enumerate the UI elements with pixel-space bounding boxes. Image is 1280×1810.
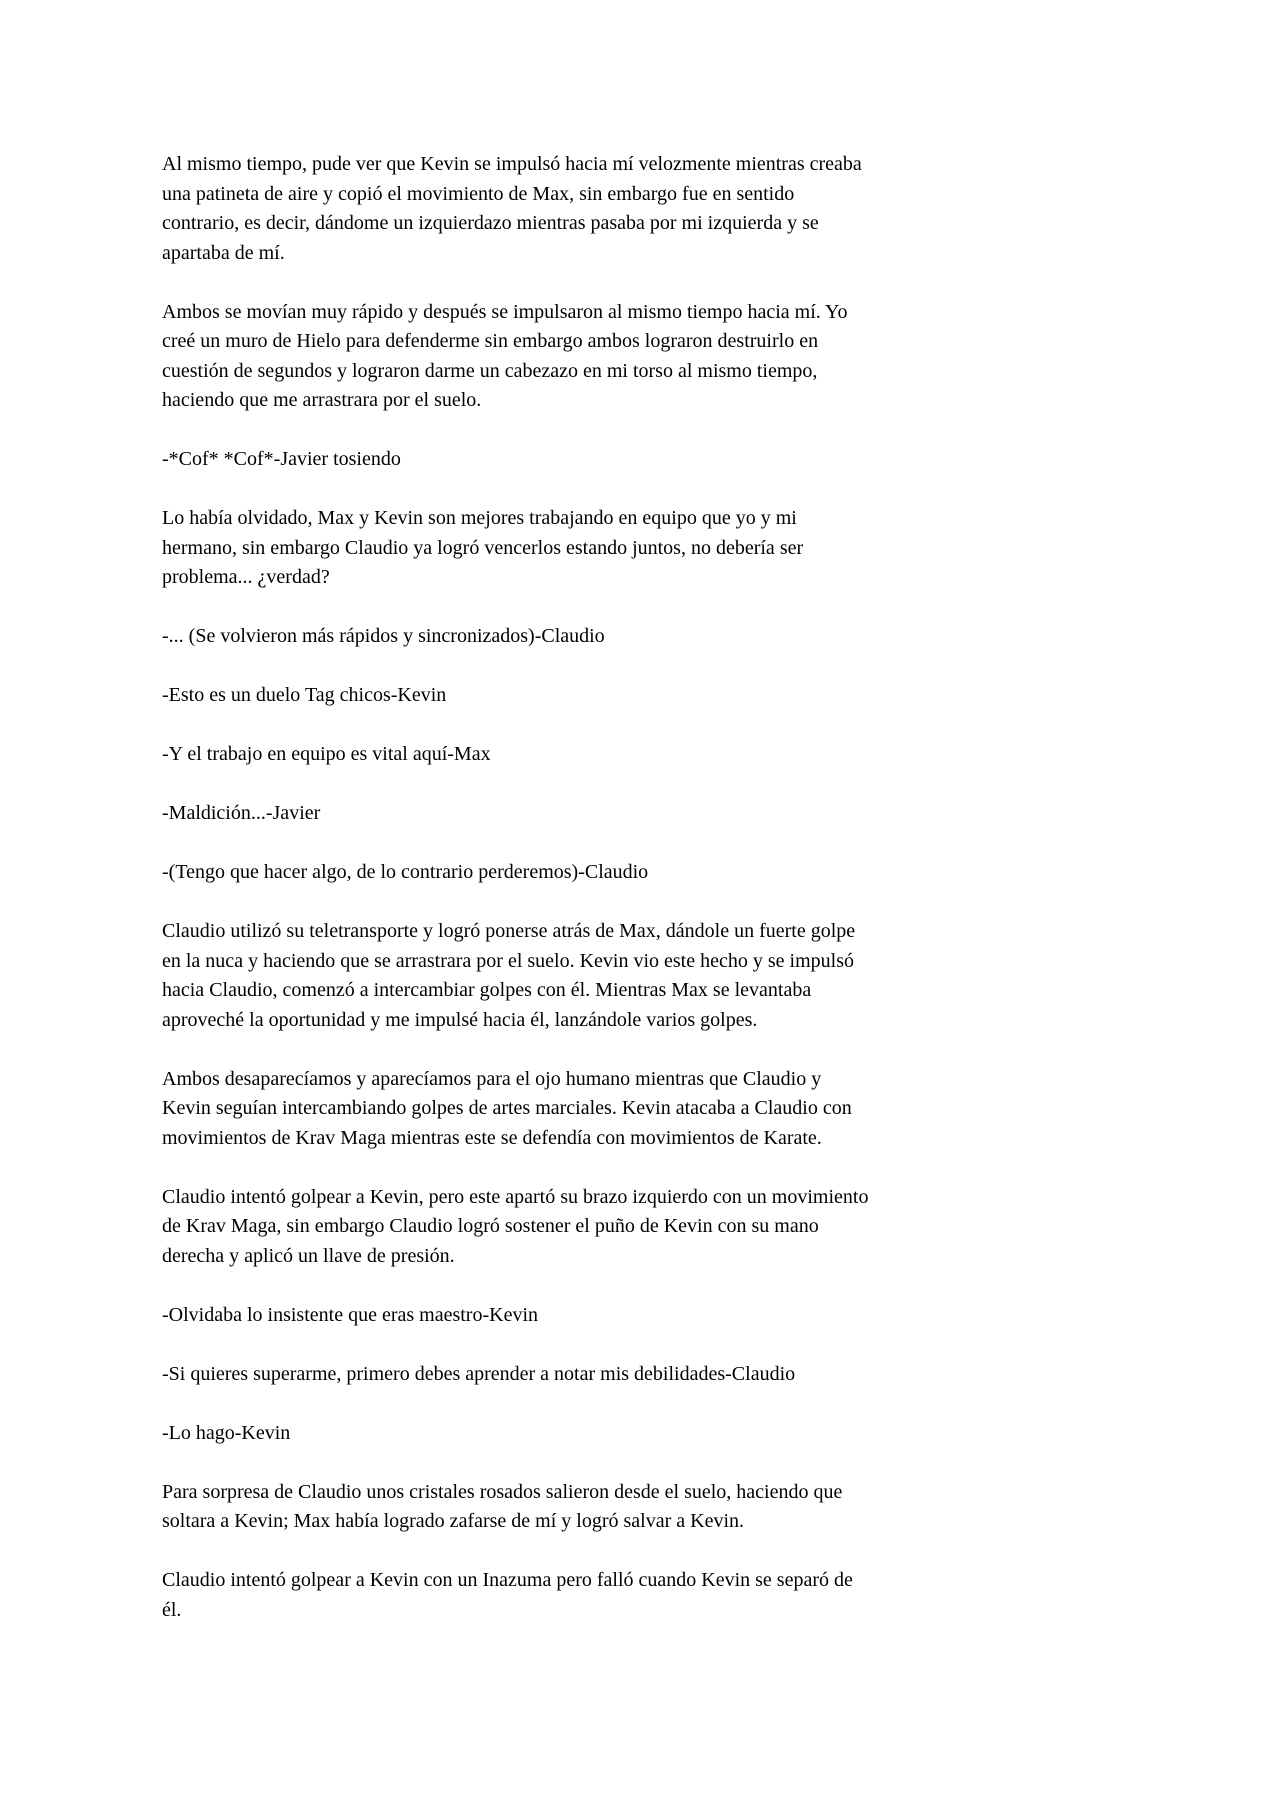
paragraph-line: Ambos se movían muy rápido y después se impulsaron al mismo tiempo hacia mí. Yo bbox=[162, 300, 848, 323]
paragraph-line: Lo había olvidado, Max y Kevin son mejores trabajando en equipo que yo y mi bbox=[162, 507, 797, 529]
paragraph-line: -Si quieres superarme, primero debes aprender a notar mis debilidades-Claudio bbox=[162, 1362, 796, 1385]
paragraph-line: -Olvidaba lo insistente que eras maestro-Kevin bbox=[162, 1303, 538, 1326]
paragraph-line: él. bbox=[162, 1598, 182, 1621]
paragraph-line: Ambos desaparecíamos y aparecíamos para el ojo humano mientras que Claudio y bbox=[162, 1067, 822, 1090]
paragraph-line: Claudio intentó golpear a Kevin, pero este apartó su brazo izquierdo con un movimiento bbox=[162, 1185, 869, 1208]
paragraph bbox=[162, 1419, 1162, 1449]
paragraph-line: problema... ¿verdad? bbox=[162, 566, 330, 588]
paragraph bbox=[162, 917, 1162, 1035]
paragraph bbox=[162, 799, 1162, 829]
paragraph bbox=[162, 1566, 1162, 1625]
paragraph-line: hermano, sin embargo Claudio ya logró vencerlos estando juntos, no debería ser bbox=[162, 536, 804, 559]
paragraph bbox=[162, 504, 1162, 593]
paragraph bbox=[162, 681, 1162, 711]
paragraph-line: una patineta de aire y copió el movimiento de Max, sin embargo fue en sentido bbox=[162, 182, 795, 205]
paragraph bbox=[162, 298, 1162, 416]
paragraph-line: hacia Claudio, comenzó a intercambiar golpes con él. Mientras Max se levantaba bbox=[162, 979, 812, 1001]
paragraph bbox=[162, 740, 1162, 770]
paragraph-line: Al mismo tiempo, pude ver que Kevin se impulsó hacia mí velozmente mientras creaba bbox=[162, 153, 862, 175]
paragraph-line: -Maldición...-Javier bbox=[162, 802, 321, 824]
paragraph bbox=[162, 1065, 1162, 1154]
paragraph-line: en la nuca y haciendo que se arrastrara por el suelo. Kevin vio este hecho y se impulsó bbox=[162, 949, 854, 972]
paragraph-line: Claudio utilizó su teletransporte y logró ponerse atrás de Max, dándole un fuerte golpe bbox=[162, 920, 856, 942]
paragraph-line: -Y el trabajo en equipo es vital aquí-Max bbox=[162, 743, 491, 765]
paragraph bbox=[162, 1478, 1162, 1537]
paragraph-line: Para sorpresa de Claudio unos cristales rosados salieron desde el suelo, haciendo que bbox=[162, 1480, 843, 1503]
text-body bbox=[162, 150, 1162, 1655]
paragraph-line: Kevin seguían intercambiando golpes de artes marciales. Kevin atacaba a Claudio con bbox=[162, 1097, 852, 1119]
paragraph-line: soltara a Kevin; Max había logrado zafarse de mí y logró salvar a Kevin. bbox=[162, 1510, 745, 1532]
paragraph-line: contrario, es decir, dándome un izquierdazo mientras pasaba por mi izquierda y se bbox=[162, 212, 819, 234]
paragraph-line: haciendo que me arrastrara por el suelo. bbox=[162, 389, 482, 411]
paragraph bbox=[162, 445, 1162, 475]
paragraph-line: aproveché la oportunidad y me impulsé hacia él, lanzándole varios golpes. bbox=[162, 1008, 758, 1031]
paragraph bbox=[162, 1183, 1162, 1272]
paragraph-line: Claudio intentó golpear a Kevin con un Inazuma pero falló cuando Kevin se separó de bbox=[162, 1569, 853, 1591]
paragraph-line: movimientos de Krav Maga mientras este se defendía con movimientos de Karate. bbox=[162, 1126, 822, 1149]
paragraph-line: -*Cof* *Cof*-Javier tosiendo bbox=[162, 448, 401, 470]
paragraph bbox=[162, 858, 1162, 888]
paragraph bbox=[162, 150, 1162, 268]
paragraph-line: -... (Se volvieron más rápidos y sincronizados)-Claudio bbox=[162, 625, 605, 647]
paragraph-line: creé un muro de Hielo para defenderme sin embargo ambos lograron destruirlo en bbox=[162, 330, 819, 352]
paragraph-line: -Esto es un duelo Tag chicos-Kevin bbox=[162, 684, 447, 706]
paragraph-line: cuestión de segundos y lograron darme un cabezazo en mi torso al mismo tiempo, bbox=[162, 359, 818, 382]
paragraph-line: apartaba de mí. bbox=[162, 241, 285, 264]
paragraph bbox=[162, 1360, 1162, 1390]
paragraph-line: de Krav Maga, sin embargo Claudio logró sostener el puño de Kevin con su mano bbox=[162, 1215, 819, 1237]
paragraph bbox=[162, 622, 1162, 652]
paragraph-line: -(Tengo que hacer algo, de lo contrario perderemos)-Claudio bbox=[162, 861, 649, 883]
paragraph bbox=[162, 1301, 1162, 1331]
paragraph-line: -Lo hago-Kevin bbox=[162, 1421, 291, 1444]
paragraph-line: derecha y aplicó un llave de presión. bbox=[162, 1244, 455, 1267]
